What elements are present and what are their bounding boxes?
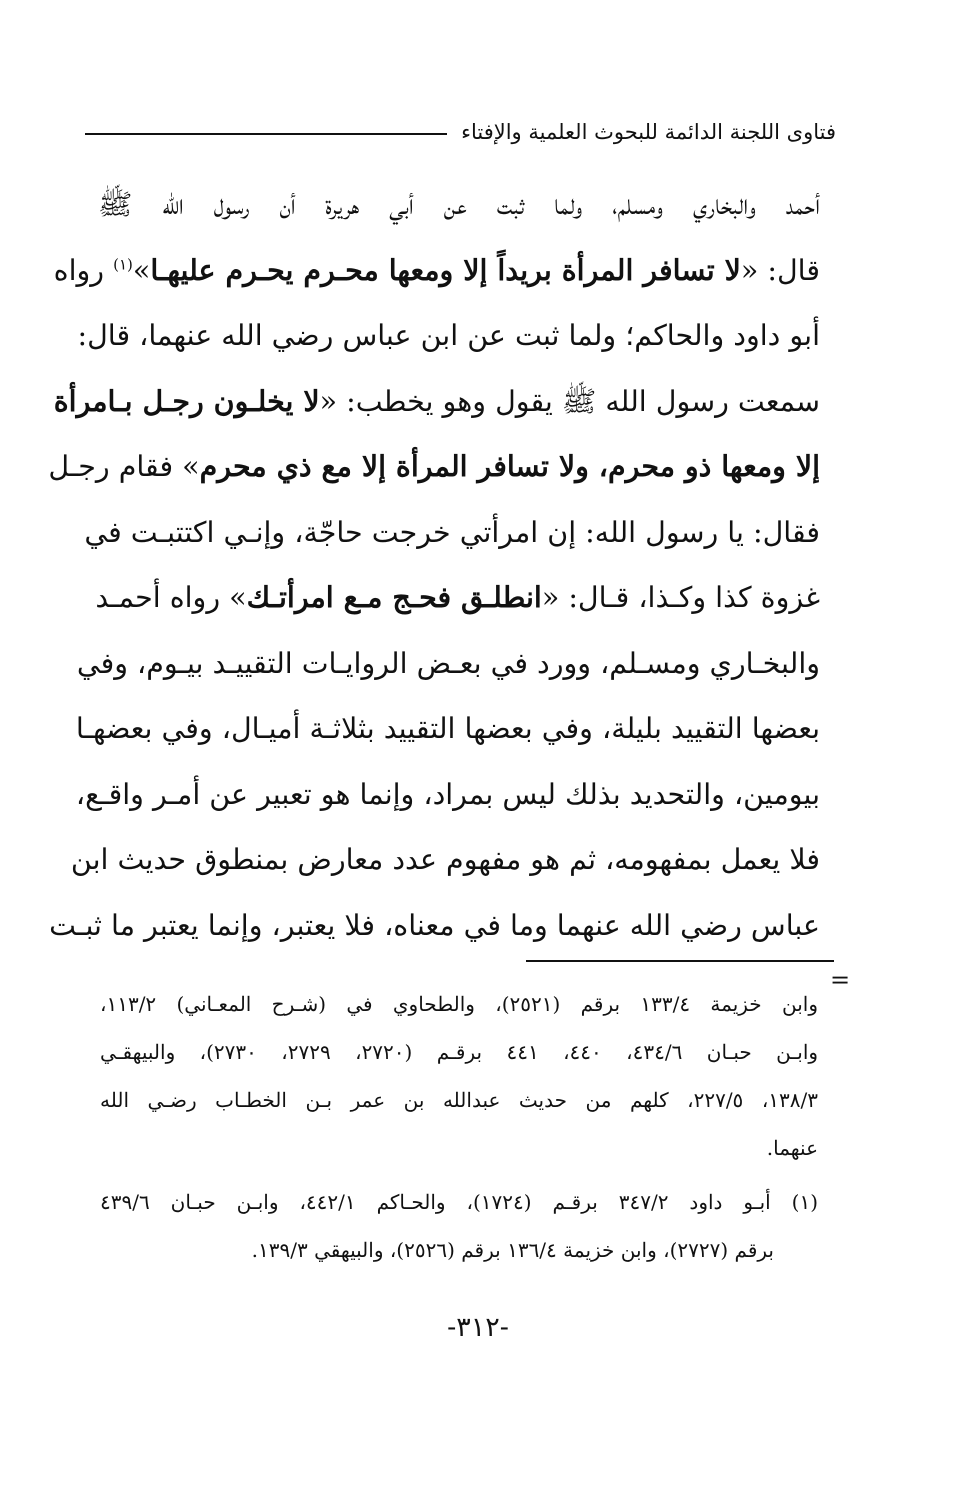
text-line: فقال: يا رسول الله: إن امرأتي خرجت حاجّة، وإنـي اكتتبـت في (84, 515, 820, 549)
footnote-line: عنهما. (766, 1136, 818, 1160)
text-line: بعضها التقييد بليلة، وفي بعضها التقييد بثلاثـة أميـال، وفي بعضهـا (75, 712, 820, 745)
hadith-quote: لا يخلـون رجـل بـامرأة (53, 383, 320, 418)
text-line: قال: «لا تسافر المرأة بريداً إلا ومعها محـرم يحـرم عليهـا»$^{(١)}$ رواه (53, 252, 820, 287)
hadith-quote: لا تسافر المرأة بريداً إلا ومعها محـرم يحـرم عليهـا (150, 252, 741, 287)
text-line: أبو داود والحاكم؛ ولما ثبت عن ابن عباس رضي الله عنهما، قال: (77, 319, 820, 352)
text-line: غزوة كذا وكـذا، قـال: «انطلـق فحـج مـع امرأتـك» رواه أحمـد (95, 580, 820, 614)
header-title: فتاوى اللجنة الدائمة للبحوث العلمية والإفتاء (461, 120, 836, 144)
footnote-separator (526, 960, 834, 962)
text-line: أحمد والبخاري ومسلم، ولما ثبت عن أبي هريرة أن رسول الله ﷺ (98, 188, 820, 221)
footnote-line: ١٣٨/٣، ٢٢٧/٥، كلهم من حديث عبدالله بن عمر بـن الخطـاب رضـي الله (100, 1088, 818, 1112)
footnotes (100, 980, 818, 1274)
text-line: فلا يعمل بمفهومه، ثم هو مفهوم عدد معارض بمنطوق حديث ابن (70, 843, 820, 876)
footnote-line: وابـن حبـان ٤٣٤/٦، ٤٤٠، ٤٤١ برقـم (٢٧٢٠، ٢٧٢٩، ٢٧٣٠)، والبيهقـي (100, 1040, 819, 1064)
footnote-line: وابن خزيمة ١٣٣/٤ برقم (٢٥٢١)، والطحاوي في (شـرح المعـاني) ١١٣/٢، (100, 992, 818, 1016)
footnote-marker: (١) (113, 255, 133, 273)
hadith-quote: إلا ومعها ذو محرم، ولا تسافر المرأة إلا مع ذي محرم (199, 449, 820, 483)
text-line: بيومين، والتحديد بذلك ليس بمراد، وإنما هو تعبير عن أمـر واقـع، (75, 777, 820, 811)
page-number: -٣١٢- (447, 1312, 509, 1343)
text-line: والبخـاري ومسـلم، وورد في بعـض الروايـات التقييـد بيـوم، وفي (76, 646, 820, 680)
text-line: إلا ومعها ذو محرم، ولا تسافر المرأة إلا مع ذي محرم» فقام رجـل (48, 449, 820, 483)
footnote-line: برقم (٢٧٢٧)، وابن خزيمة ١٣٦/٤ برقم (٢٥٢٦)، والبيهقي ١٣٩/٣. (251, 1238, 774, 1262)
footnote-line: (١) أبـو داود ٣٤٧/٢ برقـم (١٧٢٤)، والحـاكم ٤٤٢/١، وابـن حبـان ٤٣٩/٦ (100, 1190, 818, 1214)
hadith-quote: انطلـق فحـج مـع امرأتـك (246, 580, 542, 614)
main-text (48, 172, 820, 958)
text-line: عباس رضي الله عنهما وما في معناه، فلا يعتبر، وإنما يعتبر ما ثبـت (49, 908, 820, 942)
footnote-continuation-mark: = (830, 966, 851, 994)
running-header (85, 112, 836, 152)
header-rule (85, 133, 447, 135)
text-line: سمعت رسول الله ﷺ يقول وهو يخطب: «لا يخلـون رجـل بـامرأة (53, 383, 820, 418)
